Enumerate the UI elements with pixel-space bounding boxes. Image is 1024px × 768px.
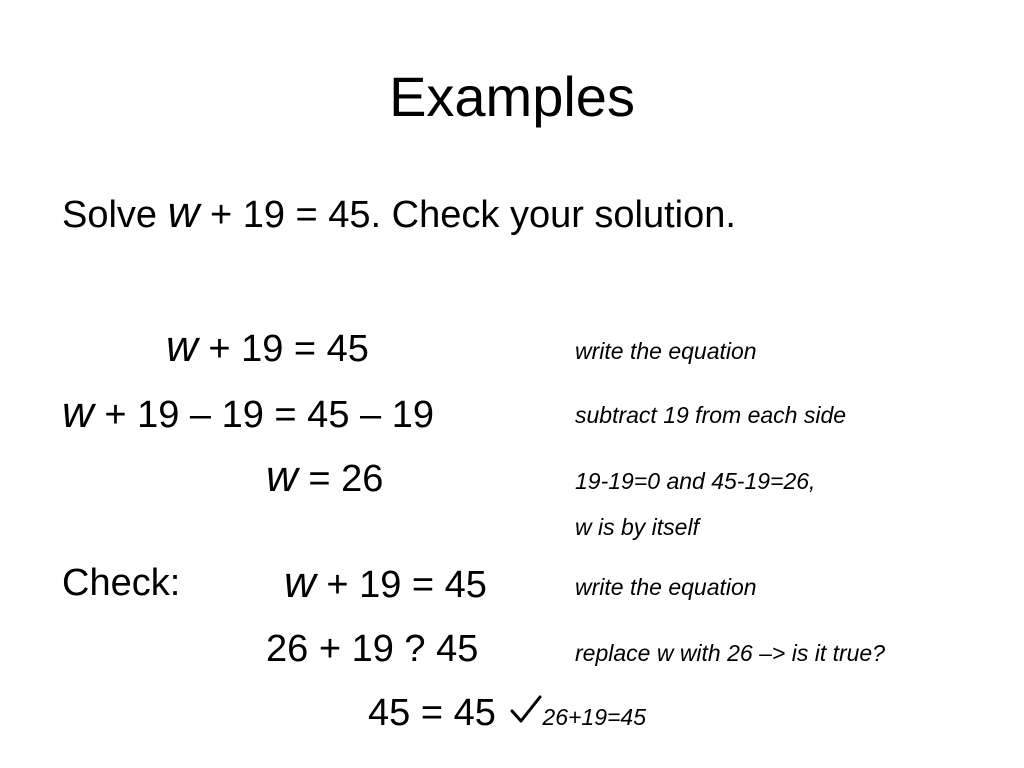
step-1-variable: w — [166, 322, 198, 371]
check-1-variable: w — [284, 558, 316, 607]
check-3-note: 26+19=45 — [542, 704, 647, 730]
step-2-note: subtract 19 from each side — [575, 402, 847, 428]
step-2-equation — [62, 388, 434, 440]
check-3-equation — [368, 688, 646, 742]
step-1-note: write the equation — [575, 338, 757, 364]
check-1-equation — [284, 558, 487, 610]
check-2-equation: 26 + 19 ? 45 — [266, 628, 479, 670]
step-3-variable: w — [266, 452, 298, 501]
step-3-note-2: w is by itself — [575, 514, 699, 540]
check-1-expression: + 19 = 45 — [315, 564, 487, 606]
step-2-expression: + 19 – 19 = 45 – 19 — [93, 394, 434, 436]
checkmark-icon — [510, 695, 542, 725]
prompt-rest: + 19 = 45. Check your solution. — [199, 194, 736, 236]
step-3-expression: = 26 — [297, 458, 384, 500]
step-1-equation — [166, 322, 369, 374]
check-2-note: replace w with 26 –> is it true? — [575, 640, 886, 666]
step-1-expression: + 19 = 45 — [197, 328, 369, 370]
check-label: Check: — [62, 562, 181, 604]
slide-title: Examples — [389, 65, 635, 128]
step-3-equation — [266, 452, 383, 504]
problem-prompt — [62, 188, 736, 240]
step-2-variable: w — [62, 388, 94, 437]
check-3-expression: 45 = 45 — [368, 692, 496, 734]
check-1-note: write the equation — [575, 574, 757, 600]
prompt-variable: w — [167, 188, 200, 237]
step-3-note: 19-19=0 and 45-19=26, — [575, 468, 816, 494]
prompt-prefix: Solve — [62, 194, 168, 236]
